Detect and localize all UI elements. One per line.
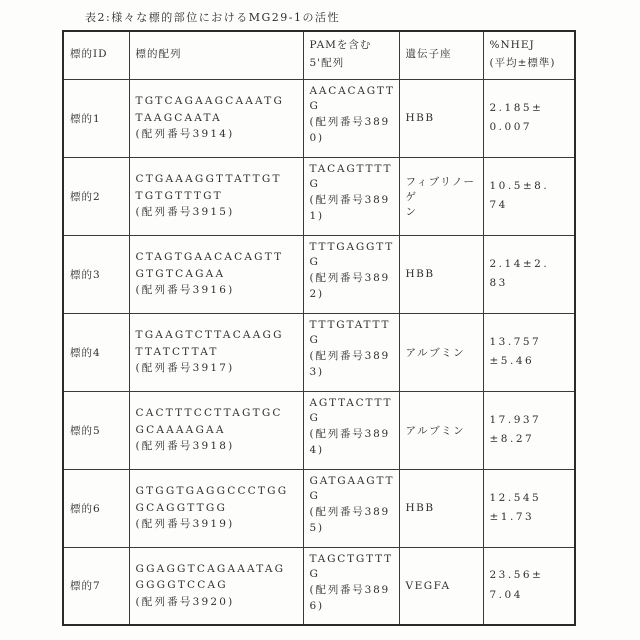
cell-target-sequence: CTGAAAGGTTATTGT TGTGTTTGT (配列番号3915) [129, 157, 303, 235]
table-row [63, 79, 575, 157]
table-caption: 表2:様々な標的部位におけるMG29-1の活性 [85, 11, 340, 24]
cell-target-id: 標的6 [63, 469, 129, 547]
header-target-sequence: 標的配列 [129, 31, 303, 79]
cell-nhej: 2.14±2. 83 [483, 235, 575, 313]
table-row [63, 391, 575, 469]
cell-gene-locus: HBB [399, 79, 483, 157]
cell-target-id: 標的1 [63, 79, 129, 157]
cell-target-sequence: TGAAGTCTTACAAGG TTATCTTAT (配列番号3917) [129, 313, 303, 391]
cell-target-id: 標的4 [63, 313, 129, 391]
cell-target-id: 標的7 [63, 547, 129, 625]
activity-table [62, 30, 576, 626]
cell-target-sequence: TGTCAGAAGCAAATG TAAGCAATA (配列番号3914) [129, 79, 303, 157]
cell-nhej: 2.185± 0.007 [483, 79, 575, 157]
cell-nhej: 23.56± 7.04 [483, 547, 575, 625]
table-row [63, 313, 575, 391]
cell-target-sequence: CACTTTCCTTAGTGC GCAAAAGAA (配列番号3918) [129, 391, 303, 469]
cell-nhej: 13.757 ±5.46 [483, 313, 575, 391]
cell-target-sequence: GGAGGTCAGAAATAG GGGGTCCAG (配列番号3920) [129, 547, 303, 625]
table-row [63, 469, 575, 547]
header-nhej: %NHEJ (平均±標準) [483, 31, 575, 79]
cell-pam-sequence: TACAGTTTT G (配列番号389 1) [303, 157, 399, 235]
cell-nhej: 12.545 ±1.73 [483, 469, 575, 547]
header-gene-locus: 遺伝子座 [399, 31, 483, 79]
cell-gene-locus: HBB [399, 469, 483, 547]
cell-nhej: 17.937 ±8.27 [483, 391, 575, 469]
table-row [63, 547, 575, 625]
table-row [63, 157, 575, 235]
cell-pam-sequence: TTTGAGGTT G (配列番号389 2) [303, 235, 399, 313]
cell-pam-sequence: GATGAAGTT G (配列番号389 5) [303, 469, 399, 547]
cell-pam-sequence: AGTTACTTT G (配列番号389 4) [303, 391, 399, 469]
table-row [63, 235, 575, 313]
table-header-row [63, 31, 575, 79]
cell-target-id: 標的2 [63, 157, 129, 235]
cell-target-id: 標的5 [63, 391, 129, 469]
header-target-id: 標的ID [63, 31, 129, 79]
cell-gene-locus: アルブミン [399, 391, 483, 469]
cell-pam-sequence: TAGCTGTTT G (配列番号389 6) [303, 547, 399, 625]
cell-nhej: 10.5±8. 74 [483, 157, 575, 235]
header-pam-sequence: PAMを含む5'配列 [303, 31, 399, 79]
cell-pam-sequence: AACACAGTT G (配列番号389 0) [303, 79, 399, 157]
cell-target-sequence: GTGGTGAGGCCCTGG GCAGGTTGG (配列番号3919) [129, 469, 303, 547]
cell-gene-locus: VEGFA [399, 547, 483, 625]
cell-target-id: 標的3 [63, 235, 129, 313]
cell-gene-locus: フィブリノーゲ ン [399, 157, 483, 235]
cell-pam-sequence: TTTGTATTT G (配列番号389 3) [303, 313, 399, 391]
cell-gene-locus: HBB [399, 235, 483, 313]
cell-gene-locus: アルブミン [399, 313, 483, 391]
cell-target-sequence: CTAGTGAACACAGTT GTGTCAGAA (配列番号3916) [129, 235, 303, 313]
